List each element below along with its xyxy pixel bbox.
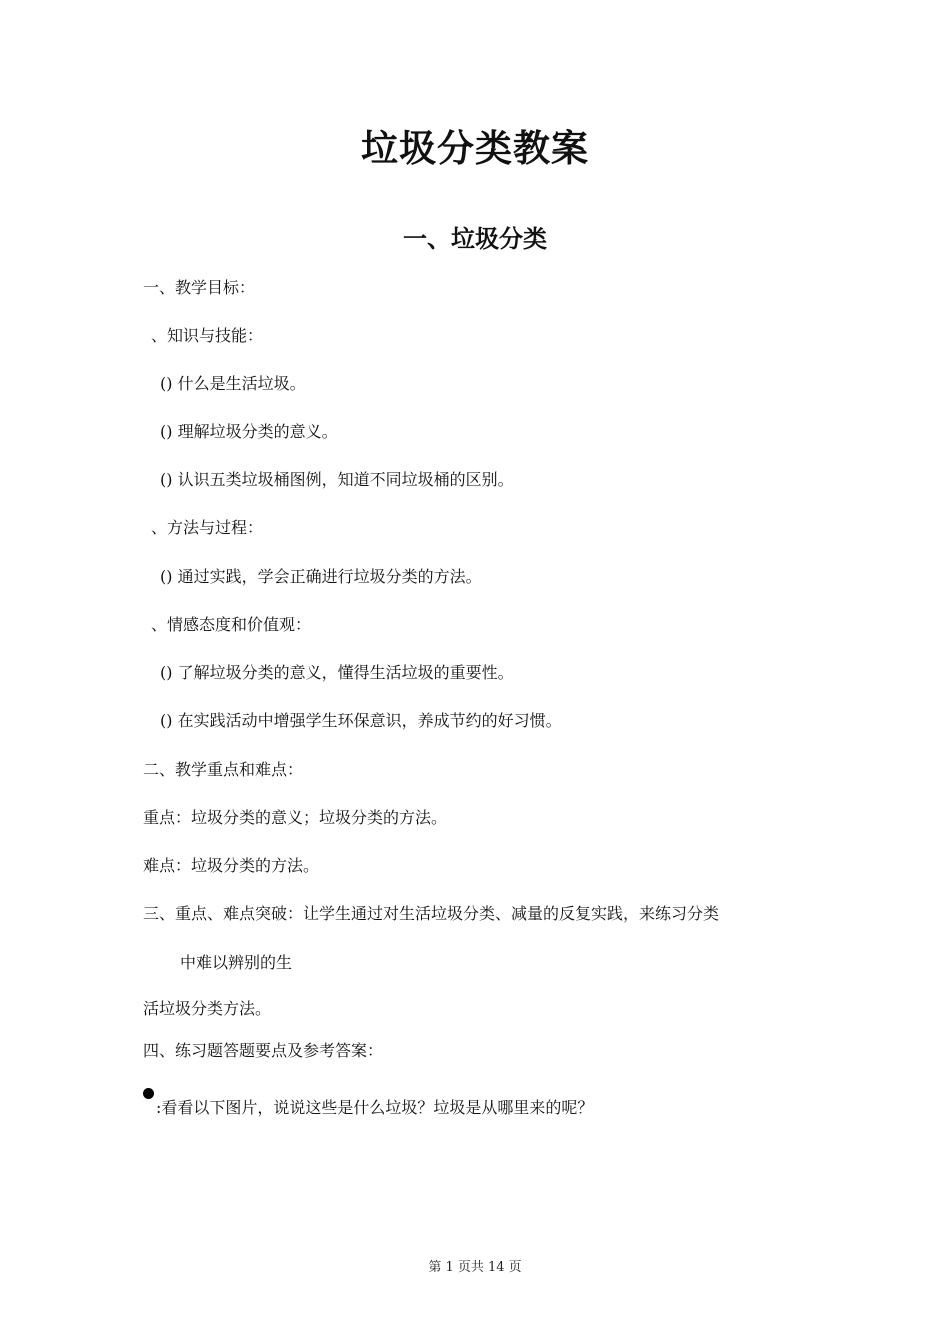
breakthrough-continuation-2: 活垃圾分类方法。 (143, 999, 272, 1018)
page-number-footer: 第 1 页共 14 页 (428, 1260, 522, 1275)
key-points-heading: 二、教学重点和难点： (143, 760, 304, 779)
knowledge-item-2: () 理解垃圾分类的意义。 (160, 422, 338, 441)
key-point-text: 重点：垃圾分类的意义；垃圾分类的方法。 (143, 808, 448, 827)
teaching-goals-heading: 一、教学目标： (143, 278, 256, 297)
exercise-heading: 四、练习题答题要点及参考答案： (143, 1041, 384, 1060)
emotion-item-1: () 了解垃圾分类的意义，懂得生活垃圾的重要性。 (160, 663, 514, 682)
difficulty-text: 难点：垃圾分类的方法。 (143, 856, 320, 875)
breakthrough-continuation-1: 中难以辨别的生 (180, 953, 293, 972)
section-title: 一、垃圾分类 (403, 225, 547, 253)
emotion-values-heading: 、情感态度和价值观： (151, 615, 312, 634)
knowledge-skills-heading: 、知识与技能： (151, 326, 264, 345)
method-item-1: () 通过实践，学会正确进行垃圾分类的方法。 (160, 567, 482, 586)
breakthrough-text: 三、重点、难点突破：让学生通过对生活垃圾分类、减量的反复实践，来练习分类 (143, 904, 720, 923)
method-process-heading: 、方法与过程： (151, 518, 264, 537)
question-1: :看看以下图片，说说这些是什么垃圾？垃圾是从哪里来的呢？ (156, 1098, 594, 1117)
document-title: 垃圾分类教案 (361, 127, 589, 170)
knowledge-item-1: () 什么是生活垃圾。 (160, 374, 306, 393)
emotion-item-2: () 在实践活动中增强学生环保意识，养成节约的好习惯。 (160, 711, 562, 730)
knowledge-item-3: () 认识五类垃圾桶图例，知道不同垃圾桶的区别。 (160, 470, 514, 489)
bullet-dot-icon (143, 1088, 154, 1099)
